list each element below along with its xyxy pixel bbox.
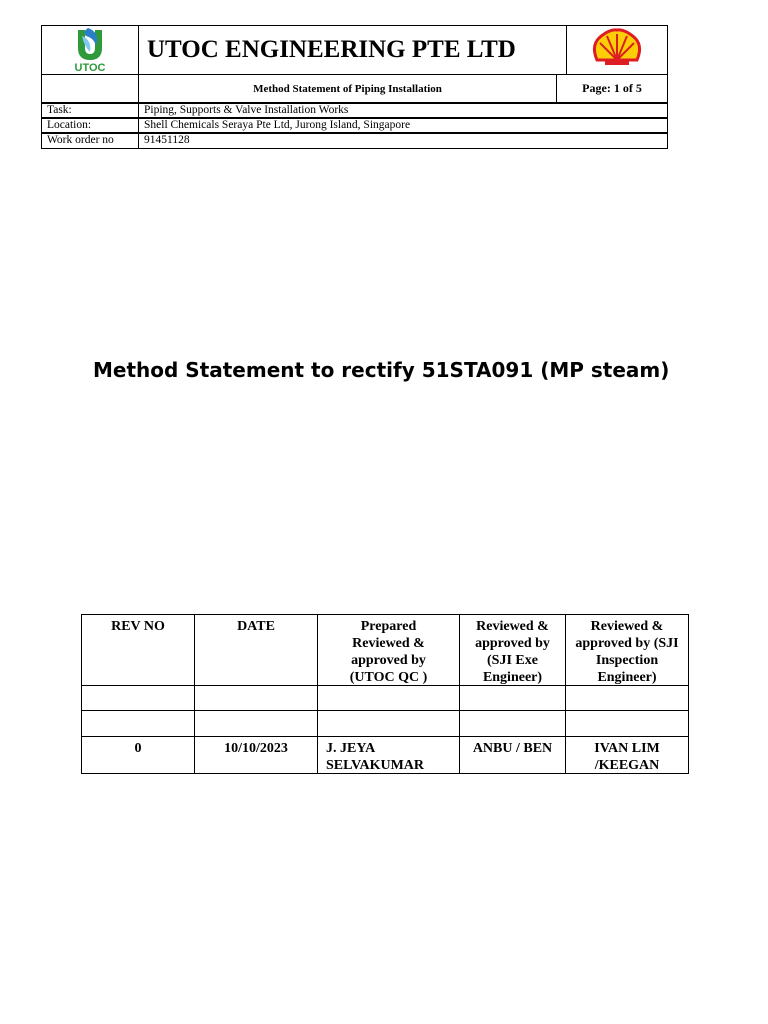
page-indicator: Page: 1 of 5 xyxy=(556,74,668,103)
rev-row-1-sji-exe xyxy=(459,685,566,711)
utoc-logo-icon xyxy=(42,26,138,74)
rev-row-1-sji-inspection xyxy=(565,685,689,711)
document-subtitle: Method Statement of Piping Installation xyxy=(138,74,557,103)
rev-header-prepared: Prepared Reviewed & approved by (UTOC QC ) xyxy=(317,614,460,686)
info-label-location: Location: xyxy=(41,118,139,133)
info-value-task: Piping, Supports & Valve Installation Works xyxy=(138,103,668,118)
rev-row-1-date xyxy=(194,685,318,711)
rev-row-1-rev-no xyxy=(81,685,195,711)
shell-logo-icon xyxy=(567,26,667,74)
rev-row-2-sji-inspection xyxy=(565,710,689,737)
info-label-work-order: Work order no xyxy=(41,133,139,149)
rev-row-3-sji-inspection: IVAN LIM /KEEGAN xyxy=(565,736,689,774)
rev-row-3-date: 10/10/2023 xyxy=(194,736,318,774)
rev-row-3-rev-no: 0 xyxy=(81,736,195,774)
rev-header-sji-exe: Reviewed & approved by (SJI Exe Engineer) xyxy=(459,614,566,686)
rev-row-3-sji-exe: ANBU / BEN xyxy=(459,736,566,774)
rev-header-sji-inspection: Reviewed & approved by (SJI Inspection Engineer) xyxy=(565,614,689,686)
utoc-logo-text: UTOC xyxy=(74,62,106,74)
rev-row-1-prepared xyxy=(317,685,460,711)
rev-header-date: DATE xyxy=(194,614,318,686)
rev-row-2-rev-no xyxy=(81,710,195,737)
shell-logo-cell xyxy=(566,25,668,75)
rev-row-3-prepared: J. JEYA SELVAKUMAR xyxy=(317,736,460,774)
company-name: UTOC ENGINEERING PTE LTD xyxy=(138,25,567,75)
document-title: Method Statement to rectify 51STA091 (MP steam) xyxy=(93,358,670,382)
info-label-task: Task: xyxy=(41,103,139,118)
header-spacer-cell xyxy=(41,74,139,103)
rev-row-2-date xyxy=(194,710,318,737)
info-value-work-order: 91451128 xyxy=(138,133,668,149)
rev-row-2-prepared xyxy=(317,710,460,737)
rev-row-2-sji-exe xyxy=(459,710,566,737)
info-value-location: Shell Chemicals Seraya Pte Ltd, Jurong Island, Singapore xyxy=(138,118,668,133)
logo-cell xyxy=(41,25,139,75)
rev-header-rev-no: REV NO xyxy=(81,614,195,686)
